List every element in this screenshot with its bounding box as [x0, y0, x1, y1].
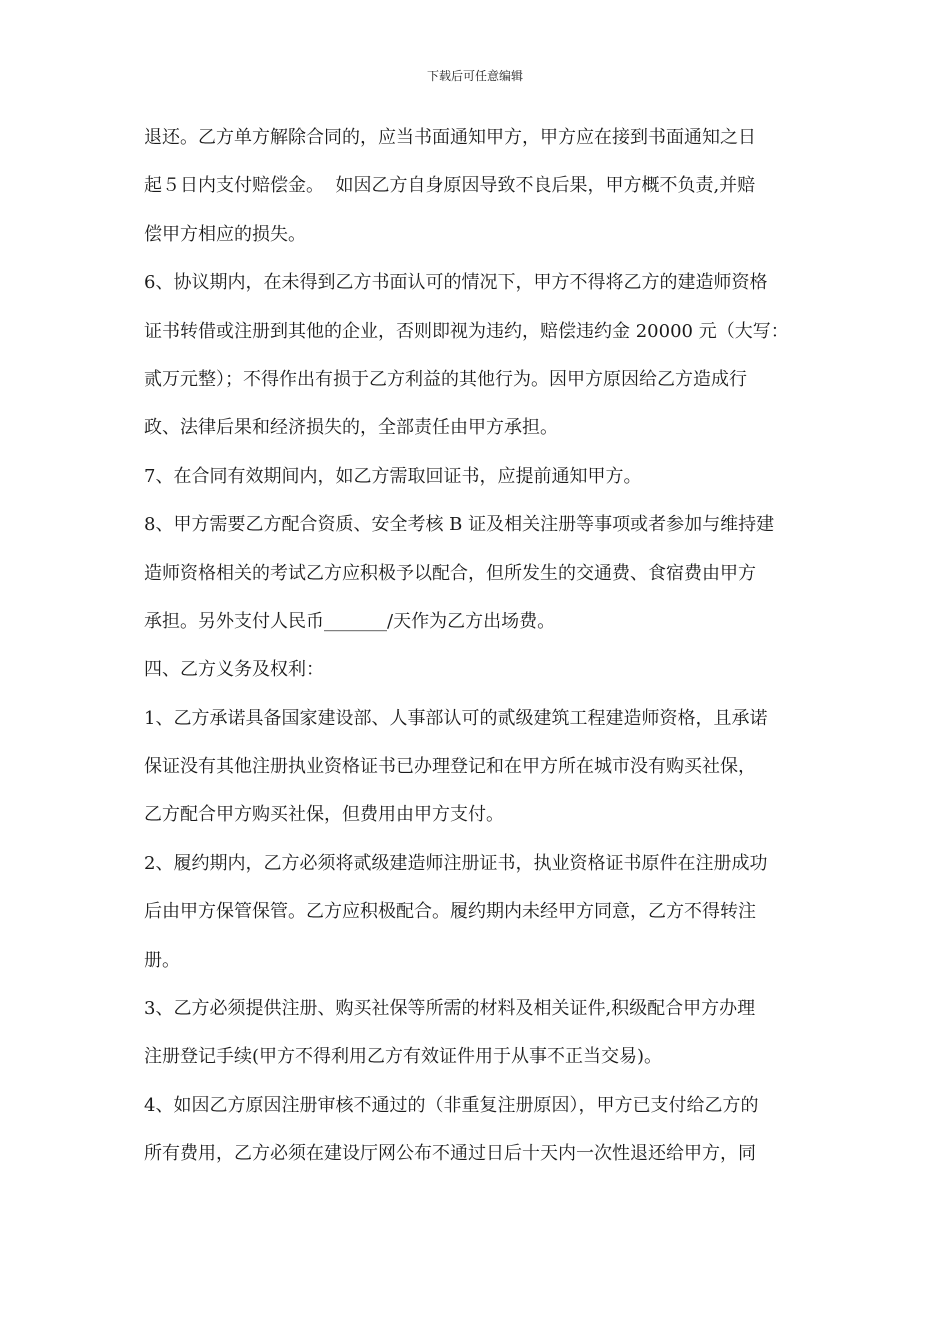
text-line: 造师资格相关的考试乙方应积极予以配合，但所发生的交通费、食宿费由甲方: [144, 562, 756, 584]
text-line: 乙方配合甲方购买社保，但费用由甲方支付。: [144, 804, 504, 826]
text-line: 政、法律后果和经济损失的，全部责任由甲方承担。: [144, 417, 558, 439]
text-line: 承担。另外支付人民币_______/天作为乙方出场费。: [144, 610, 556, 632]
text-line: 册。: [144, 949, 180, 971]
text-line: 所有费用，乙方必须在建设厅网公布不通过日后十天内一次性退还给甲方，同: [144, 1143, 756, 1165]
text-line: 保证没有其他注册执业资格证书已办理登记和在甲方所在城市没有购买社保，: [144, 756, 756, 778]
text-line: 起５日内支付赔偿金。 如因乙方自身原因导致不良后果，甲方概不负责,并赔: [144, 175, 756, 197]
text-line: 4、如因乙方原因注册审核不通过的（非重复注册原因），甲方已支付给乙方的: [144, 1094, 759, 1116]
section-heading: 四、乙方义务及权利：: [144, 659, 324, 681]
text-line: 3、乙方必须提供注册、购买社保等所需的材料及相关证件,积级配合甲方办理: [144, 998, 756, 1020]
text-line: 偿甲方相应的损失。: [144, 223, 306, 245]
text-line: 退还。乙方单方解除合同的，应当书面通知甲方，甲方应在接到书面通知之日: [144, 127, 756, 148]
text-line: 7、在合同有效期间内，如乙方需取回证书，应提前通知甲方。: [144, 465, 642, 487]
text-line: 注册登记手续(甲方不得利用乙方有效证件用于从事不正当交易)。: [144, 1046, 663, 1068]
document-body: [144, 121, 808, 1186]
page-header: 下载后可任意编辑: [426, 69, 523, 83]
text-line: 证书转借或注册到其他的企业，否则即视为违约，赔偿违约金 20000 元（大写：: [144, 320, 789, 342]
text-line: 后由甲方保管保管。乙方应积极配合。履约期内未经甲方同意，乙方不得转注: [144, 901, 756, 923]
text-line: 1、乙方承诺具备国家建设部、人事部认可的贰级建筑工程建造师资格，且承诺: [144, 707, 768, 729]
text-line: 贰万元整）；不得作出有损于乙方利益的其他行为。因甲方原因给乙方造成行: [144, 368, 747, 390]
text-line: 8、甲方需要乙方配合资质、安全考核 B 证及相关注册等事项或者参加与维持建: [144, 514, 775, 536]
text-line: 6、协议期内，在未得到乙方书面认可的情况下，甲方不得将乙方的建造师资格: [144, 272, 768, 294]
text-line: 2、履约期内，乙方必须将贰级建造师注册证书，执业资格证书原件在注册成功: [144, 852, 768, 874]
